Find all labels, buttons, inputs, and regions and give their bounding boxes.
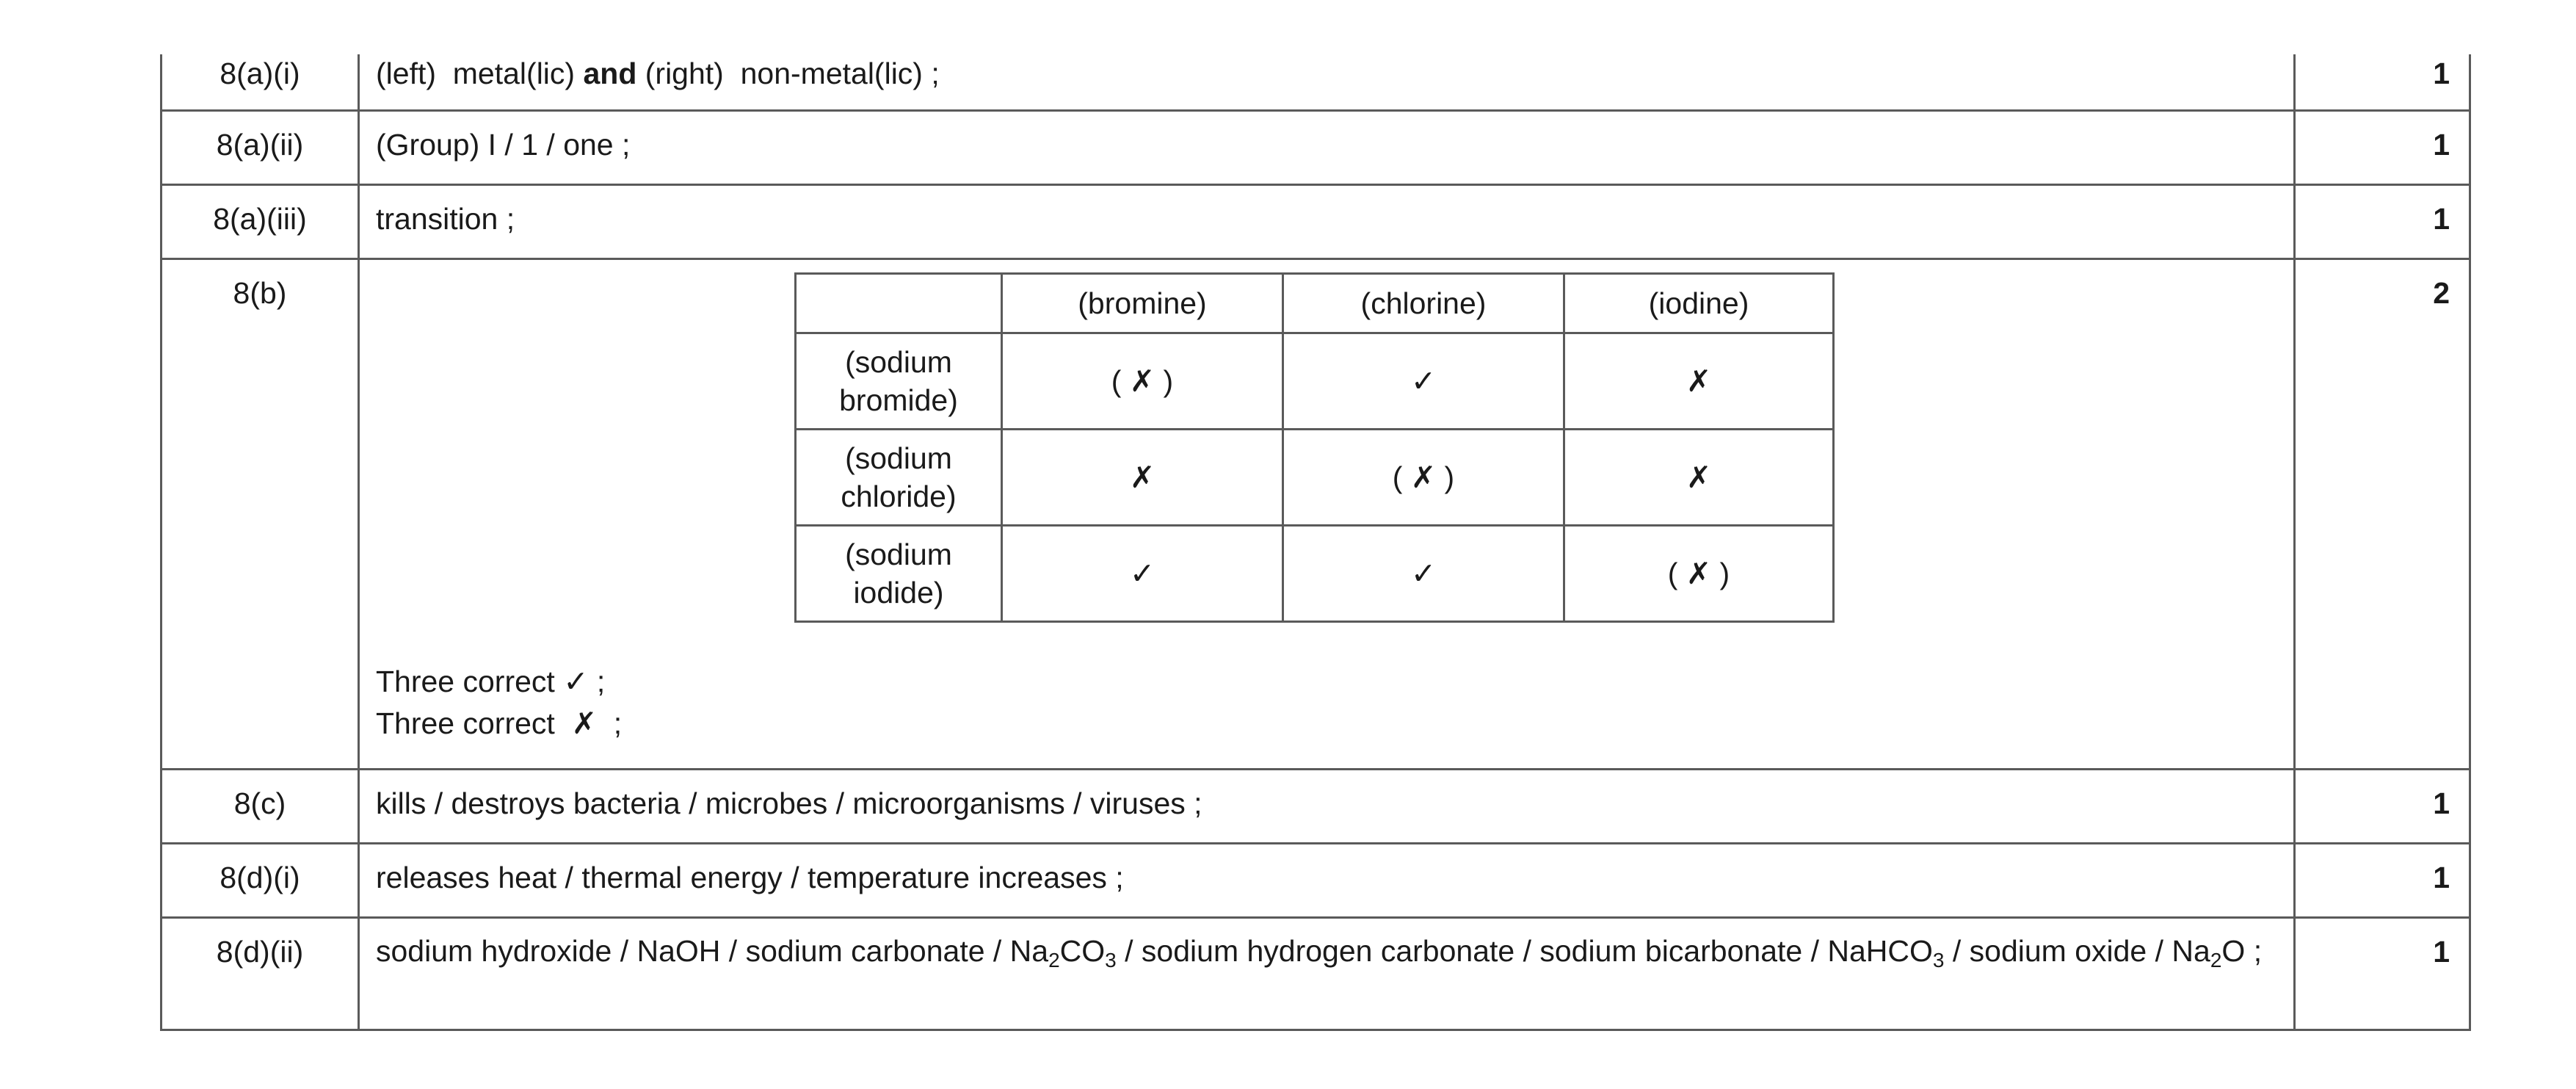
answer-cell: kills / destroys bacteria / microbes / microorganisms / viruses ; xyxy=(359,770,2295,844)
table-row xyxy=(162,54,2470,111)
marking-notes xyxy=(376,661,2277,745)
table-row xyxy=(162,770,2470,844)
marks-cell: 1 xyxy=(2295,54,2470,111)
inner-row-label: (sodium bromide) xyxy=(796,333,1002,430)
inner-header-iodine: (iodine) xyxy=(1564,274,1834,333)
inner-cell: ( ✗ ) xyxy=(1564,526,1834,622)
question-number: 8(c) xyxy=(162,770,359,844)
answer-cell: sodium hydroxide / NaOH / sodium carbonate / $Na_2CO_3$ / sodium hydrogen carbonate / sodium bicarbonate / NaHCO$_3$ / sodium oxide / $Na_2O$ ; xyxy=(359,918,2295,1030)
inner-row xyxy=(796,333,1834,430)
question-number: 8(a)(iii) xyxy=(162,185,359,259)
marks-cell: 1 xyxy=(2295,844,2470,918)
inner-header-chlorine: (chlorine) xyxy=(1283,274,1564,333)
inner-cell: ( ✗ ) xyxy=(1283,430,1564,526)
marks-cell: 1 xyxy=(2295,111,2470,185)
table-row xyxy=(162,918,2470,1030)
marks-cell: 2 xyxy=(2295,259,2470,770)
question-number: 8(a)(i) xyxy=(162,54,359,111)
marking-note: Three correct ✗ ; xyxy=(376,706,623,740)
inner-header-empty xyxy=(796,274,1002,333)
table-row xyxy=(162,259,2470,770)
inner-row xyxy=(796,526,1834,622)
inner-header-bromine: (bromine) xyxy=(1002,274,1283,333)
question-number: 8(a)(ii) xyxy=(162,111,359,185)
marking-note: Three correct ✓ ; xyxy=(376,665,606,698)
inner-cell: ✓ xyxy=(1283,526,1564,622)
marks-cell: 1 xyxy=(2295,770,2470,844)
inner-header-row xyxy=(796,274,1834,333)
inner-cell: ✗ xyxy=(1002,430,1283,526)
halogen-reaction-table xyxy=(794,272,1835,623)
table-row xyxy=(162,844,2470,918)
inner-cell: ( ✗ ) xyxy=(1002,333,1283,430)
question-number: 8(b) xyxy=(162,259,359,770)
marks-cell: 1 xyxy=(2295,918,2470,1030)
inner-cell: ✓ xyxy=(1283,333,1564,430)
answer-cell: (left) metal(lic) and (right) non-metal(lic) ; xyxy=(359,54,2295,111)
answer-cell: transition ; xyxy=(359,185,2295,259)
inner-cell: ✗ xyxy=(1564,333,1834,430)
table-row xyxy=(162,185,2470,259)
mark-scheme-table xyxy=(160,54,2471,1031)
answer-cell: (Group) I / 1 / one ; xyxy=(359,111,2295,185)
answer-cell xyxy=(359,259,2295,770)
question-number: 8(d)(i) xyxy=(162,844,359,918)
inner-cell: ✓ xyxy=(1002,526,1283,622)
question-number: 8(d)(ii) xyxy=(162,918,359,1030)
inner-row-label: (sodium chloride) xyxy=(796,430,1002,526)
inner-cell: ✗ xyxy=(1564,430,1834,526)
inner-row-label: (sodium iodide) xyxy=(796,526,1002,622)
answer-cell: releases heat / thermal energy / temperature increases ; xyxy=(359,844,2295,918)
table-row xyxy=(162,111,2470,185)
marks-cell: 1 xyxy=(2295,185,2470,259)
inner-row xyxy=(796,430,1834,526)
